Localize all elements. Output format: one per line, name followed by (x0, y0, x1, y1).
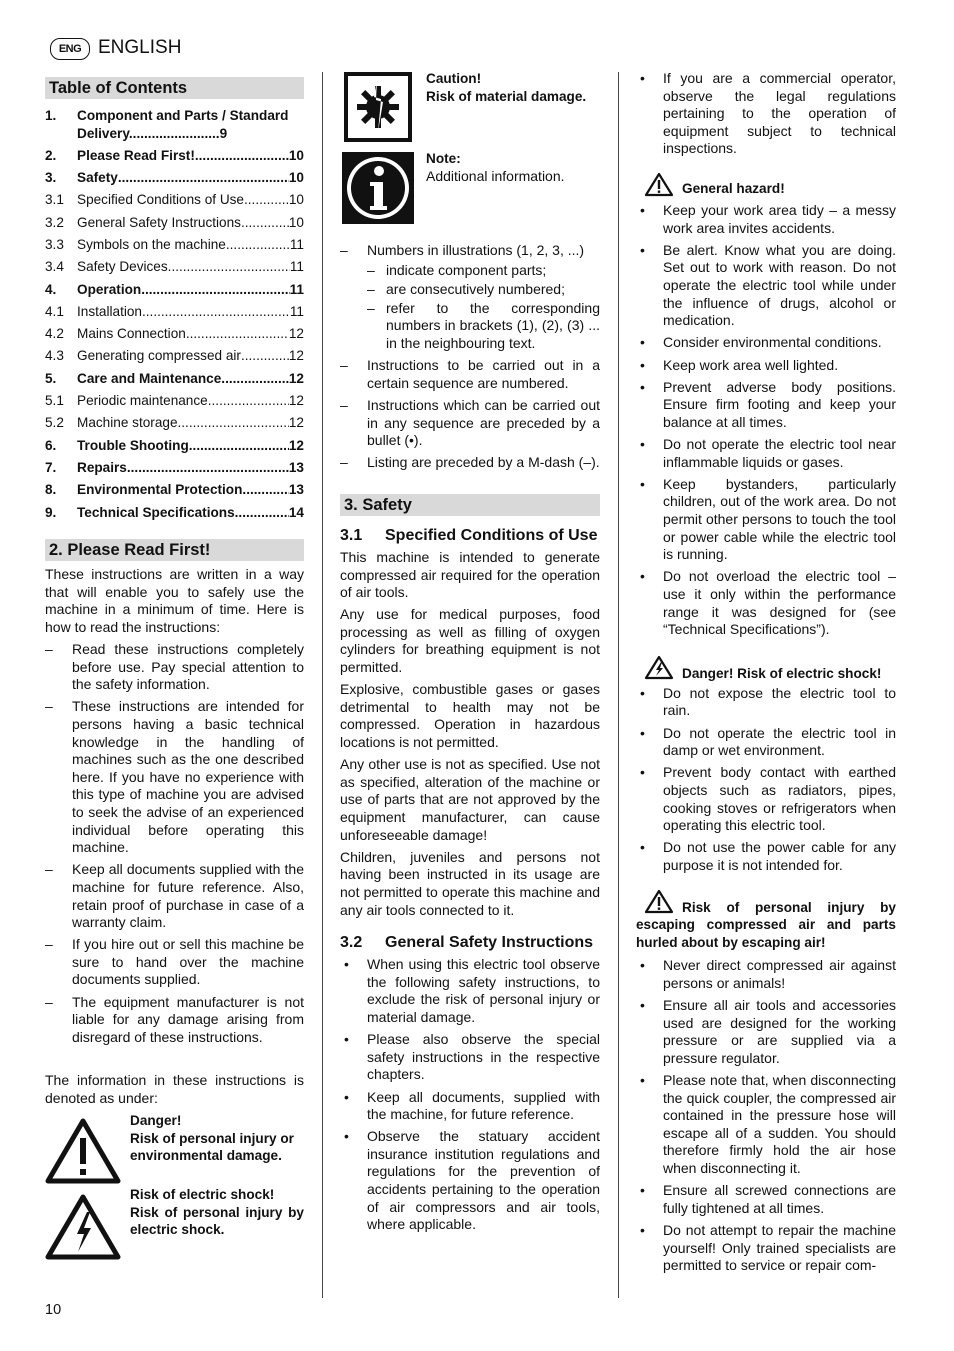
electric-shock-icon (45, 1194, 121, 1260)
toc-leader (141, 281, 289, 299)
info-icon (342, 152, 414, 224)
list-item: • Keep your work area tidy – a messy work area invites accidents. (636, 202, 896, 237)
toc-page: 12 (288, 393, 304, 409)
section-3-2-heading (340, 933, 600, 952)
toc-label: Environmental Protection (77, 482, 243, 498)
toc-label: Safety Devices (77, 259, 168, 275)
toc-number: 3.2 (45, 214, 64, 230)
list-item: • Do not attempt to repair the machine yourself! Only trained specialists are permitted to service or repair com- (636, 1222, 896, 1275)
list-item: – Instructions to be carried out in a certain sequence are numbered. (340, 357, 600, 392)
toc-item (45, 303, 304, 321)
list-item: • Please note that, when disconnecting the quick coupler, the compressed air contained in the pressure hose will escape all of a sudden. You should therefore firmly hold the air hose when disconnecting it. (636, 1072, 896, 1178)
list-item: • Do not operate the electric tool in damp or wet environment. (636, 725, 896, 760)
note-text: Additional information. (426, 167, 565, 184)
toc-label: Mains Connection (77, 326, 186, 342)
toc-label: Technical Specifications (77, 504, 235, 520)
toc-item (45, 258, 304, 276)
shock-title: Risk of electric shock! (130, 1187, 275, 1203)
toc-leader (178, 414, 289, 432)
toc-item (45, 191, 304, 209)
section-title: General Safety Instructions (385, 934, 594, 952)
read-first-heading: 2. Please Read First! (45, 539, 304, 561)
list-item: • Prevent body contact with earthed objects such as radiators, pipes, cooking stoves or refrigerators when operating this electric tool. (636, 764, 896, 834)
toc-item (45, 325, 304, 343)
toc-number: 5. (45, 370, 57, 386)
toc-page: 12 (288, 326, 304, 342)
list-item: • Never direct compressed air against persons or animals! (636, 957, 896, 992)
toc-item (45, 504, 304, 522)
toc-entry (77, 392, 304, 410)
toc-item (45, 459, 304, 477)
air-heading (636, 889, 896, 952)
conventions-list (340, 242, 600, 353)
toc-entry (77, 107, 304, 142)
toc-leader (241, 214, 289, 232)
toc-number: 5.1 (45, 393, 64, 409)
toc-label: Care and Maintenance (77, 370, 222, 386)
column-right (636, 70, 896, 1279)
toc-leader: ........................ (128, 125, 220, 141)
paragraph: Any other use is not as specified. Use not as specified, alteration of the machine or use of parts that are not approved by the equipment manufacturer, can cause unforeseeable damage! (340, 756, 600, 843)
list-item: – Keep all documents supplied with the machine for future reference. Also, retain proof of purchase in case of a warranty claim. (45, 861, 304, 931)
toc-label: Generating compressed air (77, 348, 241, 364)
toc-item (45, 169, 304, 187)
toc-leader (168, 258, 290, 276)
paragraph: Any use for medical purposes, food processing as well as filling of oxygen cylinders for breathing equipment is not permitted. (340, 606, 600, 676)
column-left (45, 77, 304, 1262)
toc-label: Please Read First! (77, 147, 195, 163)
caution-title: Caution! (426, 71, 482, 86)
list-item: • When using this electric tool observe the following safety instructions, to exclude the risk of personal injury or material damage. (340, 956, 600, 1026)
toc-entry (77, 481, 304, 499)
toc-number: 2. (45, 147, 57, 163)
paragraph: Children, juveniles and persons not having been instructed in its usage are not permitted to operate this machine and any air tools connected to it. (340, 848, 600, 918)
toc-label: General Safety Instructions (77, 214, 241, 230)
list-item: • Do not overload the electric tool – use it only within the performance range it was designed for (see “Technical Specifications”). (636, 568, 896, 638)
list-item: • Keep work area well lighted. (636, 357, 896, 375)
toc-leader (186, 325, 289, 343)
list-item: • Observe the statuary accident insurance institution regulations and regulations for the prevention of accidents pertaining to the operation of air compressors and air tools, where applicable. (340, 1128, 600, 1234)
list-item: – indicate component parts; (367, 262, 600, 280)
toc-page: 9 (219, 125, 228, 141)
toc-label: Trouble Shooting (77, 437, 189, 453)
column-divider-1 (322, 72, 323, 1298)
list-item: – The equipment manufacturer is not liable for any damage arising from disregard of these instructions. (45, 994, 304, 1047)
toc-entry (77, 258, 304, 276)
toc-entry (77, 281, 304, 299)
commercial-list (636, 70, 896, 158)
toc-heading: Table of Contents (45, 77, 304, 99)
toc-leader (244, 191, 289, 209)
toc-label: Component and Parts / Standard Delivery (77, 108, 289, 141)
general-hazard-title: General hazard! (682, 180, 785, 196)
numbers-intro: Numbers in illustrations (1, 2, 3, ...) (367, 242, 585, 258)
toc-number: 3. (45, 170, 57, 186)
paragraph: Explosive, combustible gases or gases detrimental to health may not be compressed. Operation in hazardous locations is not permitted. (340, 681, 600, 751)
toc-leader (242, 481, 288, 499)
toc-label: Repairs (77, 459, 127, 475)
toc-number: 5.2 (45, 415, 64, 431)
toc-entry (77, 459, 304, 477)
danger-text: Risk of personal injury or environmental damage. (130, 1130, 294, 1164)
toc-number: 1. (45, 108, 57, 123)
toc-label: Installation (77, 303, 142, 319)
toc-page: 10 (288, 192, 304, 208)
list-item: • If you are a commercial operator, observe the legal regulations pertaining to the operation of equipment subject to technical inspections. (636, 70, 896, 158)
toc-entry (77, 347, 304, 365)
toc-page: 13 (288, 482, 304, 498)
toc-leader (195, 147, 289, 165)
caution-text: Risk of material damage. (426, 88, 587, 104)
warning-triangle-icon (644, 889, 674, 914)
toc-item (45, 236, 304, 254)
list-item: • Keep all documents, supplied with the machine, for future reference. (340, 1089, 600, 1124)
list-item: – Instructions which can be carried out in any sequence are preceded by a bullet (•). (340, 397, 600, 450)
column-divider-2 (618, 72, 619, 1298)
toc-entry (77, 191, 304, 209)
air-list (636, 957, 896, 1274)
toc-item (45, 370, 304, 388)
toc-item (45, 437, 304, 455)
toc-entry (77, 303, 304, 321)
toc-label: Symbols on the machine (77, 236, 226, 252)
general-hazard-heading (636, 172, 896, 196)
toc-entry (77, 214, 304, 232)
column-middle (340, 70, 600, 1238)
toc-number: 3.4 (45, 259, 64, 275)
toc-page: 12 (288, 415, 304, 431)
section-3-1-heading (340, 526, 600, 545)
list-item: • Ensure all air tools and accessories used are designed for the working pressure or are supplied via a pressure regulator. (636, 997, 896, 1067)
warning-triangle-icon (644, 172, 674, 197)
toc-page: 11 (289, 303, 304, 319)
toc-leader (208, 392, 289, 410)
toc-page: 10 (288, 147, 304, 163)
toc-leader (118, 169, 289, 187)
section-title: Specified Conditions of Use (385, 526, 598, 544)
list-item (340, 242, 600, 353)
language-badge: ENG (50, 38, 90, 60)
toc-number: 6. (45, 437, 57, 453)
denoted-text: The information in these instructions is denoted as under: (45, 1072, 304, 1107)
toc-entry (77, 325, 304, 343)
shock-heading (636, 655, 896, 681)
read-first-list (45, 641, 304, 1046)
toc-number: 4. (45, 281, 57, 297)
list-item: • Do not operate the electric tool near inflammable liquids or gases. (636, 436, 896, 471)
toc-number: 4.3 (45, 348, 64, 364)
section-number: 3.2 (340, 934, 363, 952)
list-item: – refer to the corresponding numbers in brackets (1), (2), (3) ... in the neighbouring text. (367, 300, 600, 353)
danger-note (45, 1112, 304, 1186)
toc-number: 4.1 (45, 303, 64, 319)
toc-entry (77, 370, 304, 388)
toc-leader (221, 370, 289, 388)
toc-item (45, 347, 304, 365)
toc-page: 11 (289, 281, 304, 297)
list-item: – Listing are preceded by a M-dash (–). (340, 454, 600, 472)
list-item: – Read these instructions completely before use. Pay special attention to the safety information. (45, 641, 304, 694)
toc-label: Machine storage (77, 415, 178, 431)
list-item: • Prevent adverse body positions. Ensure firm footing and keep your balance at all times. (636, 379, 896, 432)
toc-entry (77, 414, 304, 432)
general-hazard-list (636, 202, 896, 639)
toc-item (45, 481, 304, 499)
list-item: • Do not expose the electric tool to rain. (636, 685, 896, 720)
list-item: – These instructions are intended for persons having a basic technical knowledge in the handling of machines such as the one described here. If you have no experience with this type of machine you are advised to seek the advise of an experienced individual before operating this machine. (45, 698, 304, 856)
gear-damage-icon (344, 72, 412, 142)
toc-item (45, 392, 304, 410)
toc-page: 10 (288, 170, 304, 186)
section-3-1-body (340, 549, 600, 919)
toc-item (45, 414, 304, 432)
toc-number: 7. (45, 459, 57, 475)
shock-list (636, 685, 896, 875)
list-item: – are consecutively numbered; (367, 281, 600, 299)
numbers-sublist (367, 262, 600, 353)
toc-leader (142, 303, 290, 321)
toc-entry (77, 437, 304, 455)
toc-entry (77, 169, 304, 187)
page-number: 10 (45, 1302, 62, 1318)
toc-label: Periodic maintenance (77, 393, 208, 409)
list-item: – If you hire out or sell this machine be sure to hand over the machine documents supplied. (45, 936, 304, 989)
shock-text: Risk of personal injury by electric shock. (130, 1204, 304, 1238)
toc-page: 12 (288, 437, 304, 453)
toc-item (45, 147, 304, 165)
air-title: Risk of personal injury by escaping compressed air and parts hurled about by escaping air! (636, 899, 896, 950)
toc-page: 10 (288, 214, 304, 230)
toc-page: 11 (289, 236, 304, 252)
toc-label: Specified Conditions of Use (77, 192, 244, 208)
toc-item (45, 107, 304, 142)
list-item: • Please also observe the special safety instructions in the respective chapters. (340, 1031, 600, 1084)
toc-leader (235, 504, 289, 522)
toc-number: 9. (45, 504, 57, 520)
toc-page: 13 (288, 459, 304, 475)
toc-entry (77, 147, 304, 165)
list-item: • Ensure all screwed connections are fully tightened at all times. (636, 1182, 896, 1217)
toc-page: 14 (288, 504, 304, 520)
toc-page: 11 (289, 259, 304, 275)
toc-number: 4.2 (45, 326, 64, 342)
toc-leader (127, 459, 289, 477)
toc-leader (226, 236, 290, 254)
list-item: • Consider environmental conditions. (636, 334, 896, 352)
toc-page: 12 (288, 370, 304, 386)
toc-label: Operation (77, 281, 142, 297)
list-item: • Be alert. Know what you are doing. Set out to work with reason. Do not operate the electric tool while under the influence of drugs, alcohol or medication. (636, 242, 896, 330)
toc-number: 3.1 (45, 192, 64, 208)
toc-number: 3.3 (45, 236, 64, 252)
toc-leader (189, 437, 289, 455)
toc-label: Safety (77, 170, 118, 186)
toc-leader (241, 347, 289, 365)
toc-entry (77, 504, 304, 522)
read-first-intro: These instructions are written in a way that will enable you to safely use the machine in a minimum of time. Here is how to read the instructions: (45, 566, 304, 635)
toc-entry (77, 236, 304, 254)
toc-page: 12 (288, 348, 304, 364)
toc-item (45, 281, 304, 299)
danger-title: Danger! (130, 1113, 182, 1129)
safety-heading: 3. Safety (340, 494, 600, 516)
section-number: 3.1 (340, 526, 363, 544)
shock-section-title: Danger! Risk of electric shock! (682, 665, 882, 681)
electric-shock-icon (644, 655, 674, 680)
toc-item (45, 214, 304, 232)
paragraph: This machine is intended to generate compressed air required for the operation of air tools. (340, 548, 600, 601)
shock-note (45, 1186, 304, 1262)
list-item: • Keep bystanders, particularly children, out of the work area. Do not permit other persons to touch the tool or power cable while the electric tool is running. (636, 476, 896, 564)
caution-note (340, 70, 600, 150)
list-item: • Do not use the power cable for any purpose it is not intended for. (636, 839, 896, 874)
conventions-list-2 (340, 357, 600, 472)
language-label: ENGLISH (98, 37, 182, 58)
toc-list (45, 107, 304, 521)
note-title: Note: (426, 151, 461, 166)
info-note (340, 150, 600, 242)
toc-number: 8. (45, 482, 57, 498)
section-3-2-list (340, 956, 600, 1234)
warning-triangle-icon (45, 1118, 121, 1184)
